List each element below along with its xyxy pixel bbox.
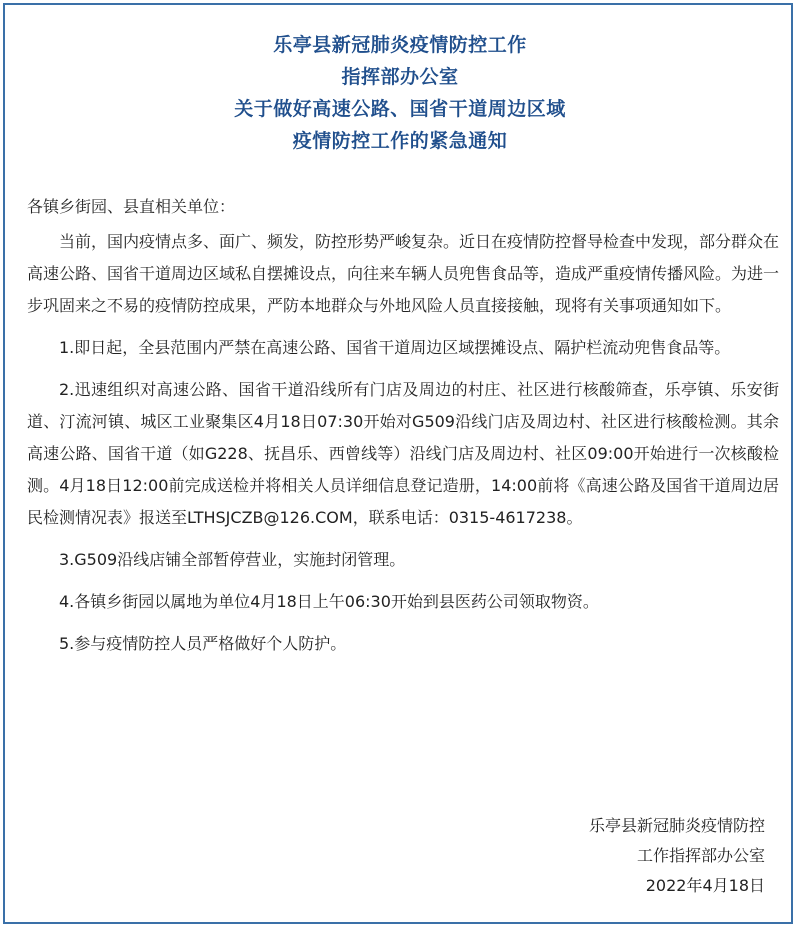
- title-line-2: 指挥部办公室: [341, 66, 459, 88]
- salutation: 各镇乡街园、县直相关单位：: [27, 197, 236, 216]
- notice-title: [5, 29, 795, 157]
- intro-paragraph: 当前，国内疫情点多、面广、频发，防控形势严峻复杂。近日在疫情防控督导检查中发现，部分群众在高速公路、国省干道周边区域私自摆摊设点，向往来车辆人员兜售食品等，造成严重疫情传播风险。为进一步巩固来之不易的疫情防控成果，严防本地群众与外地风险人员直接接触，现将有关事项通知如下。: [27, 232, 780, 315]
- title-line-3: 关于做好高速公路、国省干道周边区域: [234, 98, 566, 120]
- signature-block: [589, 811, 765, 901]
- title-line-1: 乐亭县新冠肺炎疫情防控工作: [273, 34, 527, 56]
- item-3: 3.G509沿线店铺全部暂停营业，实施封闭管理。: [59, 550, 406, 569]
- item-2: 2.迅速组织对高速公路、国省干道沿线所有门店及周边的村庄、社区进行核酸筛查，乐亭镇、乐安街道、汀流河镇、城区工业聚集区4月18日07:30开始对G509沿线门店及周边村、社区进行核酸检测。其余高速公路、国省干道（如G228、抚昌乐、西曾线等）沿线门店及周边村、社区09:00开始进行一次核酸检测。4月18日12:00前完成送检并将相关人员详细信息登记造册，14:00前将《高速公路及国省干道周边居民检测情况表》报送至LTHSJCZB@126.COM，联系电话：0315-4617238。: [27, 380, 779, 527]
- item-5: 5.参与疫情防控人员严格做好个人防护。: [59, 634, 347, 653]
- item-4: 4.各镇乡街园以属地为单位4月18日上午06:30开始到县医药公司领取物资。: [59, 592, 599, 611]
- notice-frame: [3, 3, 793, 924]
- signature-org-line-1: 乐亭县新冠肺炎疫情防控: [588, 816, 765, 835]
- signature-org-line-2: 工作指挥部办公室: [636, 846, 765, 865]
- signature-date: 2022年4月18日: [645, 876, 765, 895]
- item-1: 1.即日起，全县范围内严禁在高速公路、国省干道周边区域摆摊设点、隔护栏流动兜售食品等。: [59, 338, 731, 357]
- notice-body: [27, 191, 779, 670]
- title-line-4: 疫情防控工作的紧急通知: [292, 130, 508, 152]
